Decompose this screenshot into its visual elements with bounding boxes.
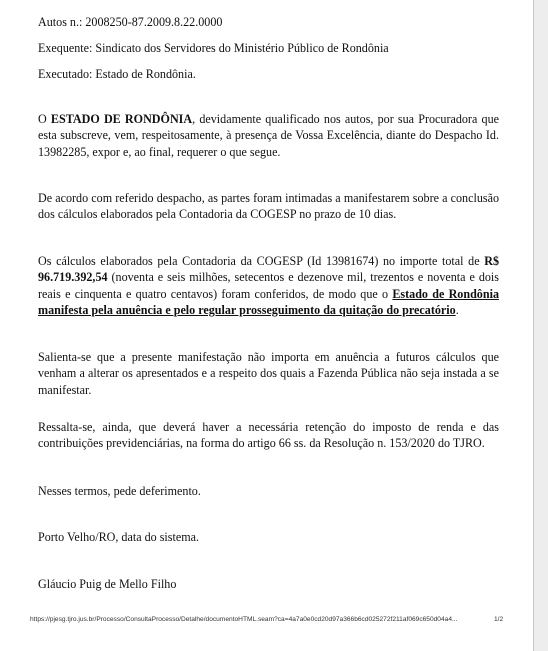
- page-number: 1/2: [494, 616, 504, 623]
- total-amount: R$ 96.719.392,54: [38, 254, 499, 285]
- signature-name: Gláucio Puig de Mello Filho: [38, 577, 177, 591]
- disclaimer-paragraph: Salienta-se que a presente manifestação não importa em anuência a futuros cálculos que venham a alterar os apresentados e a respeito dos quais a Fazenda Pública não seja instada a se manifestar.: [38, 350, 499, 397]
- case-number: Autos n.: 2008250-87.2009.8.22.0000: [38, 15, 223, 29]
- scrollbar-track[interactable]: [534, 0, 548, 651]
- defendant-line: Executado: Estado de Rondônia.: [38, 67, 196, 81]
- dispatch-paragraph: De acordo com referido despacho, as partes foram intimadas a manifestarem sobre a conclusão dos cálculos elaborados pela Contadoria da COGESP no prazo de 10 dias.: [38, 191, 499, 222]
- state-name-bold: ESTADO DE RONDÔNIA: [50, 112, 193, 126]
- tax-paragraph: Ressalta-se, ainda, que deverá haver a necessária retenção do imposto de renda e das contribuições previdenciárias, na forma do artigo 66 ss. da Resolução n. 153/2020 do TJRO.: [38, 420, 499, 451]
- plaintiff-line: Exequente: Sindicato dos Servidores do Ministério Público de Rondônia: [38, 41, 389, 55]
- place-date-line: Porto Velho/RO, data do sistema.: [38, 530, 200, 544]
- closing-line: Nesses termos, pede deferimento.: [38, 484, 201, 498]
- calculation-paragraph: Os cálculos elaborados pela Contadoria da COGESP (Id 13981674) no importe total de R$ 96.719.392,54 (noventa e seis milhões, setecentos e dezenove mil, trezentos e noventa e dois reais e cinquenta e quatro centavos) foram conferidos, de modo que o Estado de Rondônia manifesta pela anuência e pelo regular prosseguimento da quitação do precatório.: [38, 254, 499, 317]
- intro-paragraph: O ESTADO DE RONDÔNIA, devidamente qualificado nos autos, por sua Procuradora que esta subscreve, vem, respeitosamente, à presença de Vossa Excelência, diante do Despacho Id. 13982285, expor e, ao final, requerer o que segue.: [38, 112, 499, 159]
- agreement-statement: Estado de Rondônia manifesta pela anuência e pelo regular prosseguimento da quitação do precatório: [38, 286, 499, 317]
- footer-url: https://pjesg.tjro.jus.br/Processo/ConsultaProcesso/Detalhe/documentoHTML.seam?ca=4a7a0e0cd20d97a366b6cd025272f211af069c650d04a4...: [30, 616, 458, 623]
